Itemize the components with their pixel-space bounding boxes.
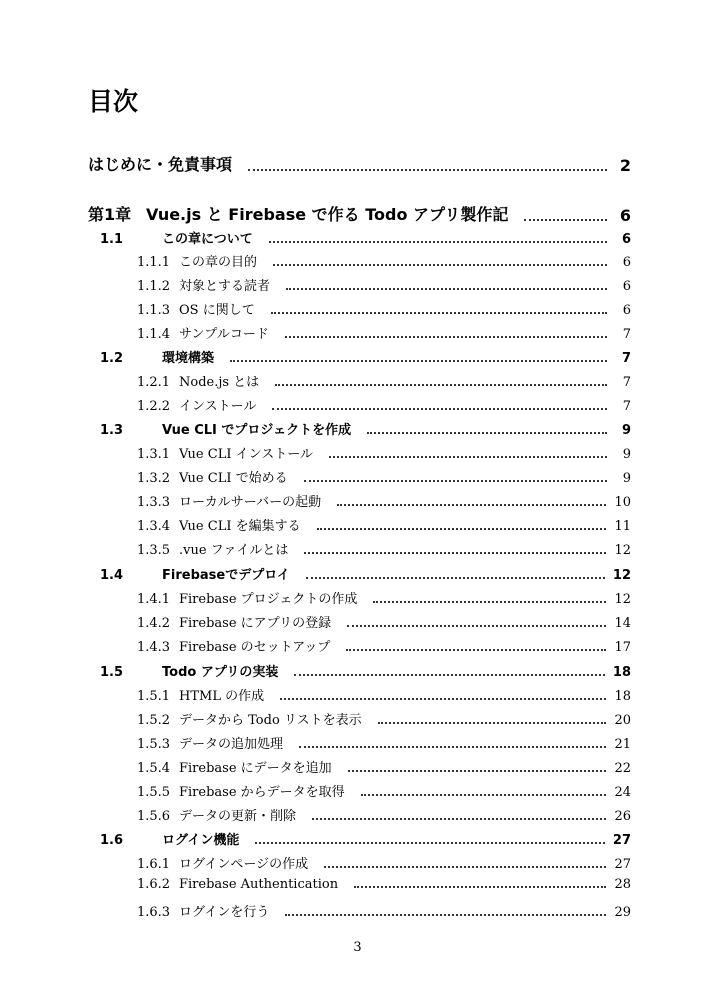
subsection-number: 1.3.2 [137, 471, 171, 486]
toc-label: Node.js とは [179, 375, 260, 390]
toc-page: 12 [612, 568, 631, 583]
dot-leader [269, 241, 607, 243]
page-title: 目次 [88, 87, 139, 116]
section-number: 1.6 [100, 833, 124, 848]
toc-subsection-1-6-2[interactable] [137, 877, 631, 892]
toc-label: HTML の作成 [179, 689, 265, 704]
toc-label: Firebase からデータを取得 [179, 785, 345, 800]
toc-page: 18 [612, 665, 631, 680]
section-number: 1.4 [100, 568, 124, 583]
toc-label: ログインページの作成 [179, 857, 309, 872]
dot-leader [271, 312, 607, 314]
toc-label: この章の目的 [179, 255, 258, 270]
dot-leader [248, 169, 607, 171]
toc-label: Vue.js と Firebase で作る Todo アプリ製作記 [146, 205, 509, 224]
dot-leader [524, 219, 607, 221]
toc-label: ログイン機能 [162, 833, 240, 848]
toc-page: 9 [621, 423, 631, 438]
toc-label: 環境構築 [162, 351, 215, 366]
toc-section-1-5[interactable] [100, 661, 631, 680]
toc-subsection-1-5-3[interactable] [137, 733, 631, 752]
dot-leader [317, 528, 607, 530]
toc-label: データの更新・削除 [179, 809, 297, 824]
toc-page: 2 [619, 156, 631, 175]
dot-leader [306, 577, 605, 579]
toc-subsection-1-6-3[interactable] [137, 901, 631, 920]
toc-subsection-1-1-3[interactable] [137, 299, 631, 318]
toc-subsection-1-3-1[interactable] [137, 443, 631, 462]
dot-leader [348, 770, 607, 772]
toc-page: 7 [622, 327, 631, 342]
subsection-number: 1.1.4 [137, 327, 171, 342]
toc-section-1-3[interactable] [100, 419, 631, 438]
dot-leader [346, 649, 606, 651]
toc-label: ローカルサーバーの起動 [179, 495, 322, 510]
toc-subsection-1-2-1[interactable] [137, 371, 631, 390]
toc-page: 27 [614, 857, 631, 872]
toc-subsection-1-2-2[interactable] [137, 395, 631, 414]
toc-label: Firebaseでデプロイ [162, 568, 290, 583]
section-number: 1.2 [100, 351, 124, 366]
toc-subsection-1-1-4[interactable] [137, 323, 631, 342]
toc-subsection-1-3-3[interactable] [137, 491, 631, 510]
dot-leader [304, 552, 606, 554]
toc-subsection-1-5-6[interactable] [137, 805, 631, 824]
subsection-number: 1.3.3 [137, 495, 171, 510]
subsection-number: 1.5.3 [137, 737, 171, 752]
toc-subsection-1-1-2[interactable] [137, 275, 631, 294]
dot-leader [337, 504, 606, 506]
subsection-number: 1.3.4 [137, 519, 171, 534]
subsection-number: 1.5.6 [137, 809, 171, 824]
toc-page: 6 [619, 206, 631, 225]
toc-subsection-1-5-2[interactable] [137, 709, 631, 728]
toc-page: 6 [622, 303, 631, 318]
dot-leader [299, 746, 606, 748]
toc-label: Vue CLI インストール [179, 447, 313, 462]
dot-leader [329, 456, 607, 458]
toc-page: 6 [621, 232, 631, 247]
dot-leader [354, 886, 606, 888]
dot-leader [273, 264, 607, 266]
toc-label: インストール [179, 399, 257, 414]
toc-page: 27 [612, 833, 631, 848]
subsection-number: 1.1.3 [137, 303, 171, 318]
subsection-number: 1.3.1 [137, 447, 171, 462]
toc-page: 12 [614, 543, 631, 558]
subsection-number: 1.1.1 [137, 255, 171, 270]
toc-page: 11 [614, 519, 631, 534]
toc-page: 22 [614, 761, 631, 776]
chapter-number: 第1章 [88, 205, 132, 224]
dot-leader [272, 408, 607, 410]
toc-label: Firebase プロジェクトの作成 [179, 592, 358, 607]
toc-page: 21 [614, 737, 631, 752]
toc-page: 28 [614, 877, 631, 892]
toc-subsection-1-6-1[interactable] [137, 853, 631, 872]
toc-page: 26 [614, 809, 631, 824]
toc-label: この章について [162, 232, 253, 247]
toc-label: OS に関して [179, 303, 255, 318]
toc-subsection-1-5-1[interactable] [137, 685, 631, 704]
toc-page: 9 [622, 471, 631, 486]
dot-leader [275, 384, 607, 386]
toc-page: 17 [614, 640, 631, 655]
subsection-number: 1.5.2 [137, 713, 171, 728]
dot-leader [367, 432, 607, 434]
subsection-number: 1.4.1 [137, 592, 171, 607]
toc-label: Todo アプリの実装 [162, 665, 279, 680]
subsection-number: 1.6.3 [137, 905, 171, 920]
toc-subsection-1-4-1[interactable] [137, 588, 631, 607]
toc-label: データの追加処理 [179, 737, 284, 752]
toc-page: 7 [622, 375, 631, 390]
toc-page: 6 [622, 279, 631, 294]
toc-subsection-1-1-1[interactable] [137, 251, 631, 270]
toc-intro[interactable] [88, 152, 631, 175]
toc-subsection-1-5-4[interactable] [137, 757, 631, 776]
dot-leader [378, 722, 607, 724]
toc-page: 9 [622, 447, 631, 462]
toc-page: 14 [614, 616, 631, 631]
subsection-number: 1.3.5 [137, 543, 171, 558]
subsection-number: 1.4.3 [137, 640, 171, 655]
section-number: 1.5 [100, 665, 124, 680]
toc-page: 12 [614, 592, 631, 607]
toc-subsection-1-4-2[interactable] [137, 612, 631, 631]
toc-label: 対象とする読者 [179, 279, 271, 294]
page-number: 3 [353, 940, 362, 955]
section-number: 1.1 [100, 232, 124, 247]
toc-label: ログインを行う [179, 905, 270, 920]
dot-leader [280, 698, 606, 700]
subsection-number: 1.6.2 [137, 877, 171, 892]
dot-leader [324, 866, 606, 868]
toc-label: Vue CLI でプロジェクトを作成 [162, 423, 352, 438]
toc-page: 10 [614, 495, 631, 510]
toc-label: はじめに・免責事項 [88, 155, 233, 174]
toc-page: 24 [614, 785, 631, 800]
dot-leader [304, 480, 607, 482]
dot-leader [285, 336, 607, 338]
toc-subsection-1-4-3[interactable] [137, 636, 631, 655]
dot-leader [373, 601, 606, 603]
section-number: 1.3 [100, 423, 124, 438]
toc-chapter-1[interactable] [88, 202, 631, 225]
dot-leader [294, 674, 605, 676]
dot-leader [230, 360, 607, 362]
toc-label: データから Todo リストを表示 [179, 713, 362, 728]
toc-page: 7 [621, 351, 631, 366]
toc-subsection-1-3-4[interactable] [137, 515, 631, 534]
dot-leader [285, 914, 606, 916]
toc-label: Firebase Authentication [179, 877, 339, 892]
dot-leader [255, 842, 605, 844]
toc-label: Firebase にデータを追加 [179, 761, 332, 776]
toc-label: Vue CLI で始める [179, 471, 288, 486]
toc-page: 6 [622, 255, 631, 270]
toc-section-1-4[interactable] [100, 564, 631, 583]
toc-page: 29 [614, 905, 631, 920]
toc-section-1-2[interactable] [100, 347, 631, 366]
toc-subsection-1-3-2[interactable] [137, 467, 631, 486]
toc-label: Vue CLI を編集する [179, 519, 301, 534]
subsection-number: 1.1.2 [137, 279, 171, 294]
subsection-number: 1.2.1 [137, 375, 171, 390]
toc-section-1-6[interactable] [100, 829, 631, 848]
dot-leader [361, 794, 607, 796]
dot-leader [312, 818, 606, 820]
subsection-number: 1.5.4 [137, 761, 171, 776]
toc-label: .vue ファイルとは [179, 543, 289, 558]
subsection-number: 1.2.2 [137, 399, 171, 414]
subsection-number: 1.5.5 [137, 785, 171, 800]
toc-section-1-1[interactable] [100, 228, 631, 247]
toc-label: サンプルコード [179, 327, 269, 342]
toc-page: 18 [614, 689, 631, 704]
toc-page: 7 [622, 399, 631, 414]
dot-leader [286, 288, 607, 290]
toc-subsection-1-5-5[interactable] [137, 781, 631, 800]
toc-subsection-1-3-5[interactable] [137, 539, 631, 558]
subsection-number: 1.6.1 [137, 857, 171, 872]
subsection-number: 1.5.1 [137, 689, 171, 704]
dot-leader [347, 625, 606, 627]
toc-label: Firebase にアプリの登録 [179, 616, 332, 631]
subsection-number: 1.4.2 [137, 616, 171, 631]
toc-page: 20 [614, 713, 631, 728]
toc-label: Firebase のセットアップ [179, 640, 331, 655]
